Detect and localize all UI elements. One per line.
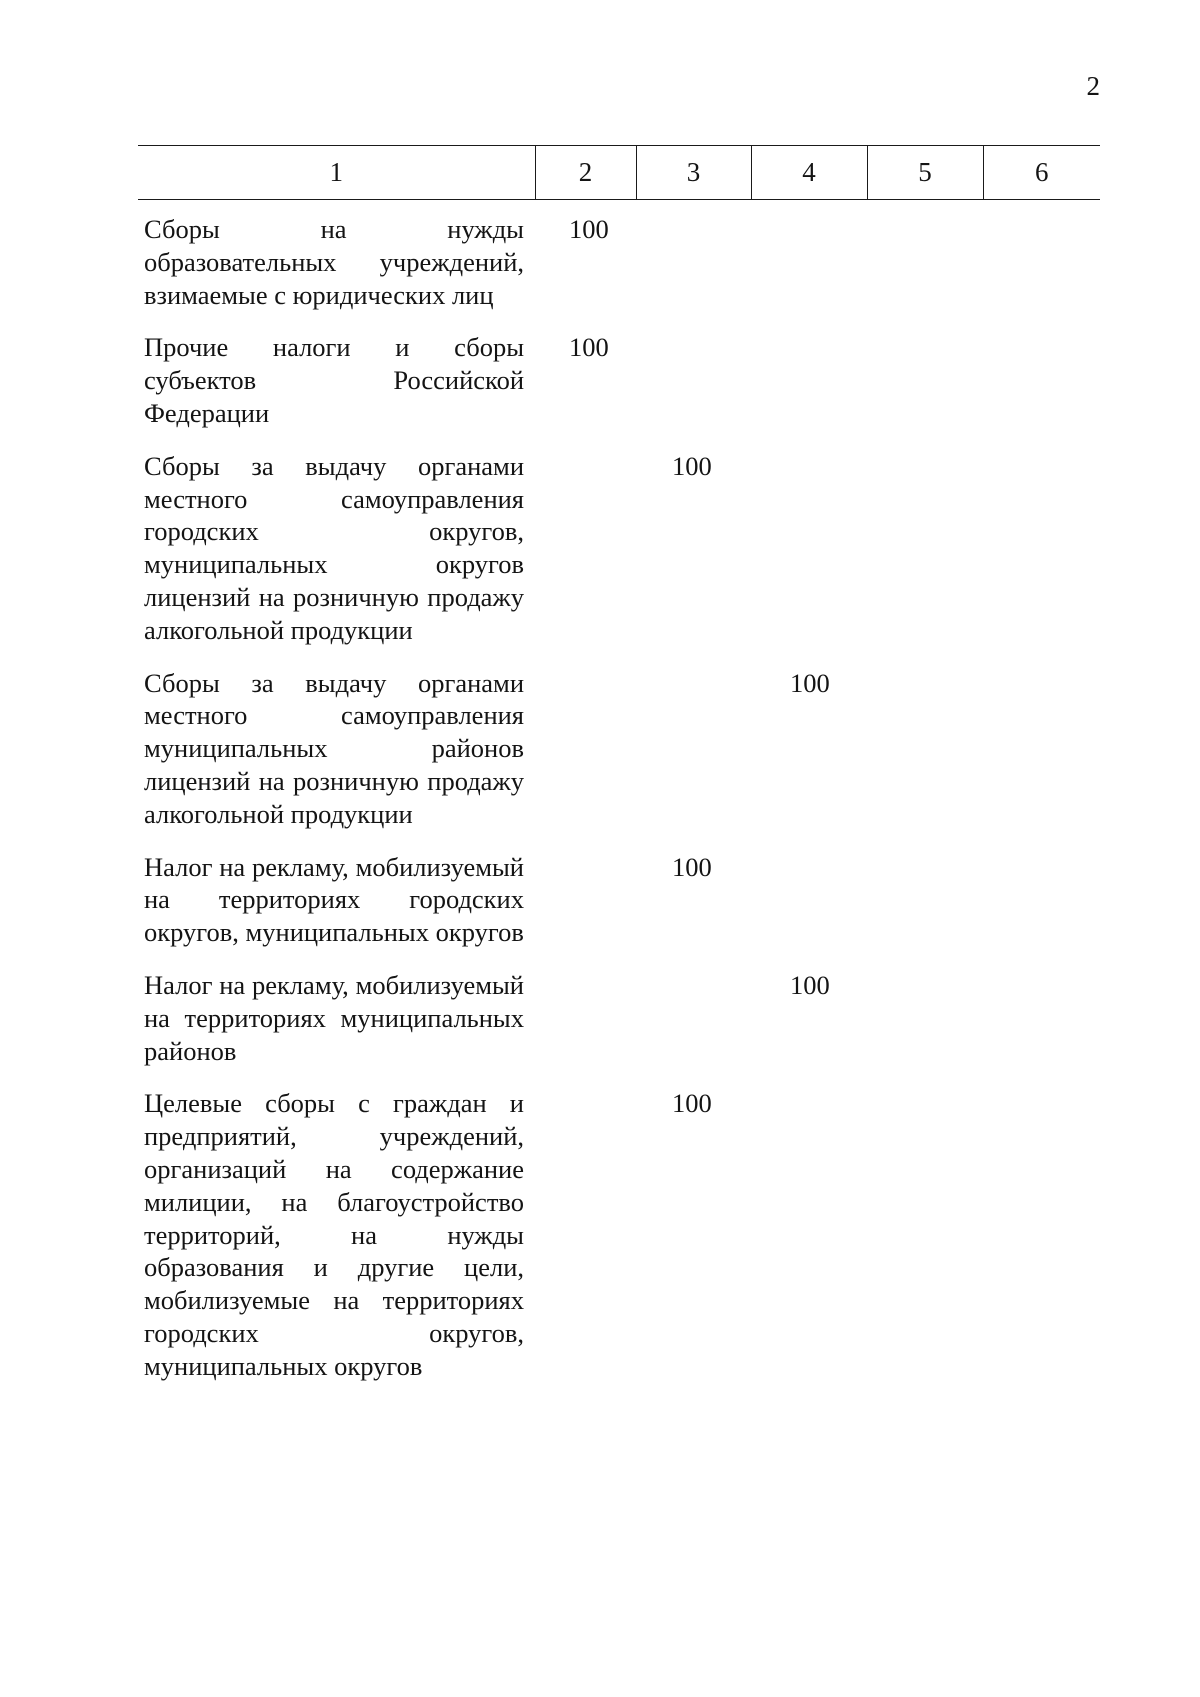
table-row: [138, 667, 1100, 851]
tax-name: Сборы за выдачу органами местного самоуправления муниципальных районов лицензий на розничную продажу алкогольной продукции: [144, 667, 524, 829]
page-number: 2: [1086, 71, 1100, 101]
share-col-2: 100: [569, 214, 609, 244]
column-header-3: 3: [636, 146, 751, 200]
tax-name: Прочие налоги и сборы субъектов Российской Федерации: [144, 332, 524, 428]
share-col-4: 100: [790, 667, 830, 698]
tax-name: Налог на рекламу, мобилизуемый на территориях городских округов, муниципальных округов: [144, 851, 524, 948]
share-col-4: 100: [790, 969, 830, 1000]
table-row: [138, 1087, 1100, 1402]
column-header-1: 1: [138, 146, 535, 200]
share-col-2: 100: [569, 332, 609, 363]
column-header-6: 6: [983, 146, 1100, 200]
table-row: [138, 851, 1100, 969]
table-row: [138, 450, 1100, 667]
column-header-2: 2: [535, 146, 636, 200]
share-col-3: 100: [672, 1088, 712, 1119]
tax-name: Целевые сборы с граждан и предприятий, учреждений, организаций на содержание милиции, на благоустройство территорий, на нужды образования и другие цели, мобилизуемые на территориях городских округов, муниципальных округов: [144, 1088, 524, 1381]
table-row: [138, 200, 1100, 332]
tax-name: Налог на рекламу, мобилизуемый на территориях муниципальных районов: [144, 969, 524, 1066]
share-col-3: 100: [672, 450, 712, 481]
column-header-4: 4: [751, 146, 867, 200]
column-header-5: 5: [867, 146, 983, 200]
header-row: [138, 146, 1100, 200]
tax-name: Сборы на нужды образовательных учреждений, взимаемые с юридических лиц: [144, 214, 524, 310]
tax-name: Сборы за выдачу органами местного самоуправления городских округов, муниципальных округов лицензий на розничную продажу алкогольной продукции: [144, 450, 524, 645]
share-col-3: 100: [672, 851, 712, 882]
revenue-distribution-table: [138, 145, 1100, 1403]
table-row: [138, 969, 1100, 1087]
table-row: [138, 331, 1100, 449]
